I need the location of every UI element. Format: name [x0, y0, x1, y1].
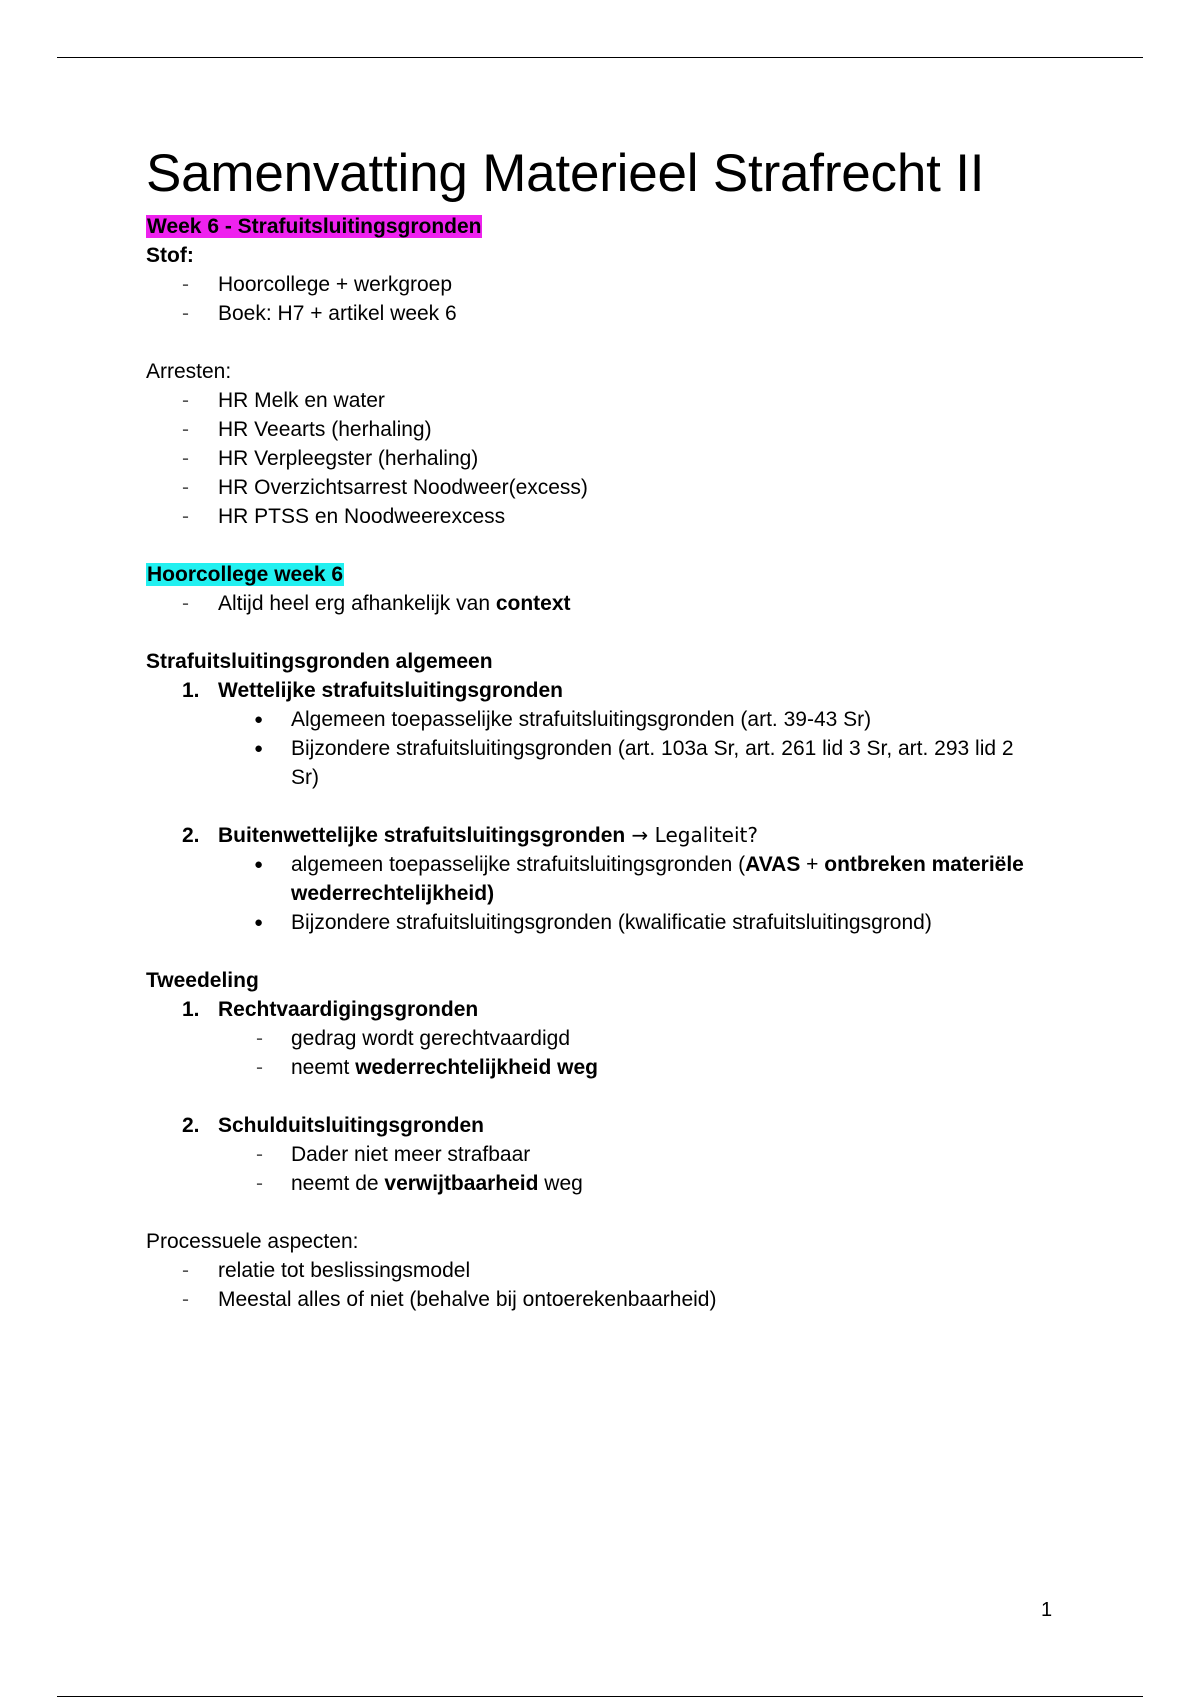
- numbered-item-2: 2. Schulduitsluitingsgronden - Dader niet meer strafbaar - neemt de verwijtbaarheid weg: [146, 1111, 1046, 1198]
- sub-bullet-list: [146, 705, 1046, 792]
- algemeen-heading: Strafuitsluitingsgronden algemeen: [146, 650, 493, 673]
- algemeen-list: [146, 676, 1046, 937]
- numbered-item-1: 1. Wettelijke strafuitsluitingsgronden ● Algemeen toepasselijke strafuitsluitingsgronden (art. 39-43 Sr) ● Bijzondere strafuitsluitingsgronden (art. 103a Sr, art. 261 lid 3 Sr, art. 293 lid 2 Sr): [146, 676, 1046, 821]
- week-heading: Week 6 - Strafuitsluitingsgronden: [147, 215, 482, 238]
- list-item: - HR PTSS en Noodweerexcess: [146, 502, 1046, 531]
- bullet-item: ● algemeen toepasselijke strafuitsluitingsgronden (AVAS + ontbreken materiële wederrechtelijkheid): [218, 850, 1046, 908]
- bullet-item: ● Bijzondere strafuitsluitingsgronden (art. 103a Sr, art. 261 lid 3 Sr, art. 293 lid 2 Sr): [218, 734, 1046, 792]
- arresten-list: [146, 386, 1046, 531]
- stof-label: Stof:: [146, 244, 194, 267]
- sub-dash-list: [146, 1024, 1046, 1082]
- list-item: - Altijd heel erg afhankelijk van context: [146, 589, 1046, 618]
- list-item: - neemt de verwijtbaarheid weg: [218, 1169, 1046, 1198]
- arresten-label: Arresten:: [146, 360, 232, 383]
- document-title: Samenvatting Materieel Strafrecht II: [146, 144, 985, 203]
- sub-bullet-list: [146, 850, 1046, 937]
- header-rule: [57, 57, 1143, 58]
- numbered-item-2: 2. Buitenwettelijke strafuitsluitingsgronden → Legaliteit? ● algemeen toepasselijke strafuitsluitingsgronden (AVAS + ontbreken materiële wederrechtelijkheid) ● Bijzondere strafuitsluitingsgronden (kwalificatie strafuitsluitingsgrond): [146, 821, 1046, 937]
- tweedeling-heading: Tweedeling: [146, 969, 259, 992]
- processueel-label: Processuele aspecten:: [146, 1230, 359, 1253]
- bullet-item: ● Algemeen toepasselijke strafuitsluitingsgronden (art. 39-43 Sr): [218, 705, 1046, 734]
- list-item: - Hoorcollege + werkgroep: [146, 270, 1046, 299]
- sub-dash-list: [146, 1140, 1046, 1198]
- numbered-item-1: 1. Rechtvaardigingsgronden - gedrag wordt gerechtvaardigd - neemt wederrechtelijkheid weg: [146, 995, 1046, 1111]
- list-item: - HR Melk en water: [146, 386, 1046, 415]
- list-item: - gedrag wordt gerechtvaardigd: [218, 1024, 1046, 1053]
- tweedeling-list: [146, 995, 1046, 1198]
- list-item: - HR Veearts (herhaling): [146, 415, 1046, 444]
- list-item: - Dader niet meer strafbaar: [218, 1140, 1046, 1169]
- hoorcollege-list: [146, 589, 1046, 618]
- list-item: - HR Overzichtsarrest Noodweer(excess): [146, 473, 1046, 502]
- footer-rule: [57, 1696, 1143, 1697]
- page-number: 1: [1041, 1599, 1053, 1621]
- processueel-list: [146, 1256, 1046, 1314]
- list-item: - HR Verpleegster (herhaling): [146, 444, 1046, 473]
- list-item: - neemt wederrechtelijkheid weg: [218, 1053, 1046, 1082]
- bullet-item: ● Bijzondere strafuitsluitingsgronden (kwalificatie strafuitsluitingsgrond): [218, 908, 1046, 937]
- stof-list: [146, 270, 1046, 328]
- document-body: [146, 140, 1046, 1314]
- list-item: - Boek: H7 + artikel week 6: [146, 299, 1046, 328]
- hoorcollege-heading: Hoorcollege week 6: [147, 563, 344, 586]
- list-item: - relatie tot beslissingsmodel: [146, 1256, 1046, 1285]
- list-item: - Meestal alles of niet (behalve bij ontoerekenbaarheid): [146, 1285, 1046, 1314]
